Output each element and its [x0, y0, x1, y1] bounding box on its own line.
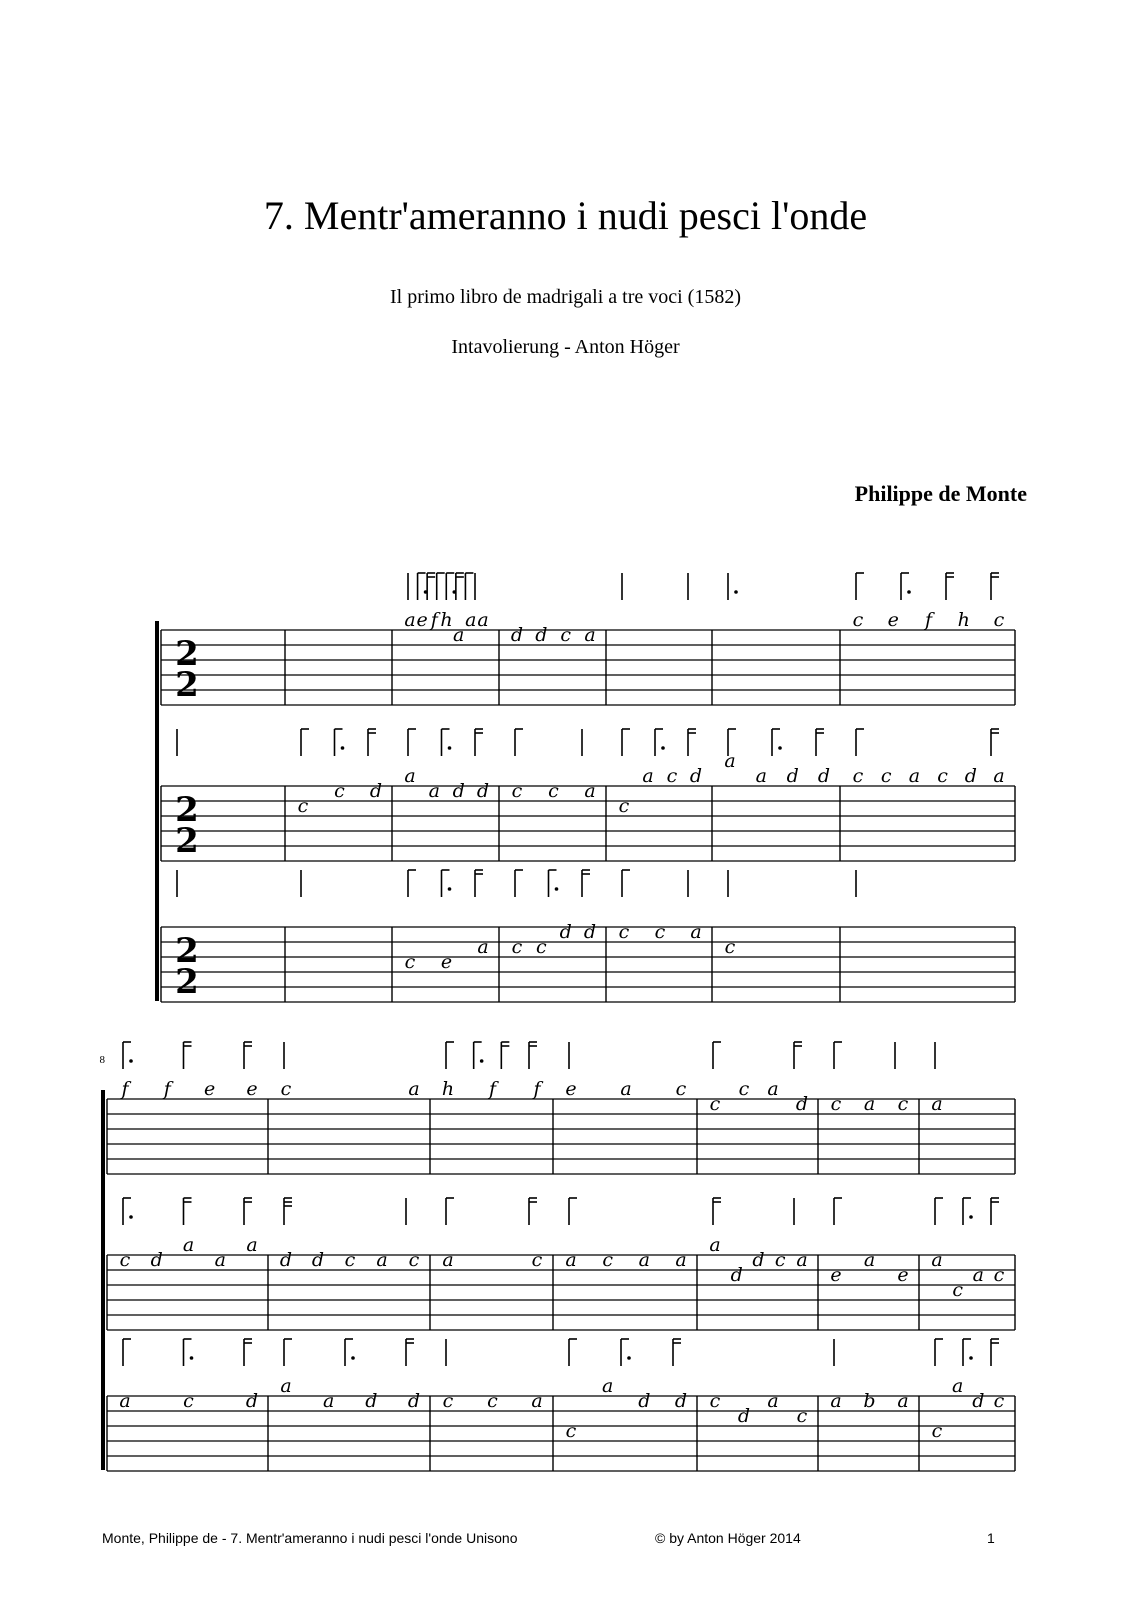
tab-letter: a	[897, 1390, 909, 1412]
composer-name: Philippe de Monte	[854, 481, 1027, 506]
tab-letter: c	[536, 936, 547, 958]
tab-letter: d	[510, 624, 524, 646]
tab-letter: f	[488, 1078, 497, 1100]
tab-letter: c	[334, 780, 345, 802]
tab-letter: a	[931, 1093, 943, 1115]
tab-letter: c	[738, 1078, 750, 1100]
tab-letter: c	[931, 1420, 943, 1442]
tab-letter: c	[618, 921, 630, 943]
tab-letter: c	[511, 936, 523, 958]
tab-letter: c	[709, 1093, 721, 1115]
tab-letter: c	[654, 921, 666, 943]
tab-letter: h	[441, 1078, 455, 1100]
tab-letter: c	[897, 1093, 909, 1115]
tab-letter: a	[602, 1375, 614, 1397]
tab-letter: a	[442, 1249, 454, 1271]
page-number: 1	[987, 1530, 995, 1546]
rhythm-dot	[129, 1059, 133, 1063]
tab-letter: c	[774, 1249, 786, 1271]
tab-letter: c	[183, 1390, 194, 1412]
subtitle: Il primo libro de madrigali a tre voci (1582)	[389, 286, 741, 308]
tab-letter: a	[638, 1249, 650, 1271]
tab-letter: a	[675, 1249, 687, 1271]
tab-letter: d	[795, 1093, 809, 1115]
tab-letter: c	[548, 780, 559, 802]
tab-letter: c	[404, 951, 416, 973]
tab-letter: e	[440, 951, 453, 973]
rhythm-dot	[190, 1356, 194, 1360]
tab-letter: a	[755, 765, 767, 787]
tab-letter: d	[279, 1249, 293, 1271]
tab-letter: e	[246, 1078, 258, 1100]
rhythm-dot	[778, 746, 782, 750]
rhythm-dot	[627, 1356, 631, 1360]
tab-letter: a	[796, 1249, 808, 1271]
tab-letter: f	[121, 1078, 129, 1100]
tab-letter: c	[344, 1249, 356, 1271]
time-signature-denominator: 2	[175, 821, 199, 861]
tab-letter: c	[618, 795, 630, 817]
rhythm-dot	[129, 1215, 133, 1219]
rhythm-dot	[969, 1215, 973, 1219]
tab-letter: c	[531, 1249, 543, 1271]
tab-letter: d	[150, 1249, 163, 1271]
tab-letter: c	[511, 780, 523, 802]
rhythm-dot	[448, 887, 452, 891]
measure-number: 8	[99, 1054, 105, 1066]
rhythm-dot	[555, 887, 559, 891]
tab-letter: c	[830, 1093, 842, 1115]
tab-letter: a	[404, 765, 416, 787]
time-signature-numerator: 2	[175, 790, 199, 830]
tab-letter: c	[442, 1390, 454, 1412]
tab-letter: c	[675, 1078, 687, 1100]
tab-letter: d	[674, 1390, 688, 1412]
tab-letter: f	[163, 1078, 171, 1100]
tab-letter: a	[584, 780, 596, 802]
tab-letter: d	[972, 1390, 985, 1412]
rhythm-dot	[661, 746, 665, 750]
system-bracket	[101, 1090, 105, 1470]
tab-letter: f	[924, 609, 933, 631]
tab-letter: a	[584, 624, 596, 646]
rhythm-dot	[734, 590, 738, 594]
tab-letter: c	[993, 1390, 1005, 1412]
tab-letter: c	[993, 1264, 1005, 1286]
page-title: 7. Mentr'ameranno i nudi pesci l'onde	[263, 193, 868, 238]
tab-letter: d	[245, 1390, 259, 1412]
tab-letter: a	[767, 1390, 779, 1412]
tab-letter: c	[602, 1249, 613, 1271]
tab-letter: e	[897, 1264, 909, 1286]
tab-letter: e	[416, 609, 428, 631]
tab-letter: c	[565, 1420, 577, 1442]
tab-letter: d	[737, 1405, 751, 1427]
tab-letter: c	[993, 609, 1005, 631]
tab-letter: c	[952, 1279, 963, 1301]
tab-letter: a	[863, 1093, 876, 1115]
tab-letter: e	[830, 1264, 842, 1286]
tab-letter: d	[559, 921, 572, 943]
tab-letter: a	[323, 1390, 335, 1412]
tab-letter: c	[297, 795, 309, 817]
tab-letter: a	[404, 609, 416, 631]
rhythm-dot	[480, 1059, 484, 1063]
tab-letter: c	[852, 609, 864, 631]
tab-letter: f	[430, 609, 438, 631]
tab-letter: a	[280, 1375, 292, 1397]
tab-letter: a	[709, 1234, 721, 1256]
time-signature-numerator: 2	[175, 634, 199, 674]
tab-letter: c	[560, 624, 571, 646]
tab-letter: d	[730, 1264, 743, 1286]
footer-copyright: © by Anton Höger 2014	[655, 1530, 801, 1546]
tab-letter: d	[407, 1390, 421, 1412]
time-signature-denominator: 2	[175, 665, 199, 705]
tab-letter: a	[465, 609, 477, 631]
tab-letter: a	[690, 921, 702, 943]
tab-letter: a	[952, 1375, 964, 1397]
tab-letter: d	[365, 1390, 378, 1412]
tab-letter: c	[487, 1390, 498, 1412]
rhythm-dot	[969, 1356, 973, 1360]
tab-letter: a	[565, 1249, 577, 1271]
tab-letter: c	[852, 765, 864, 787]
tab-letter: e	[887, 609, 899, 631]
tab-letter: d	[752, 1249, 765, 1271]
tab-letter: h	[440, 609, 453, 631]
time-signature-numerator: 2	[175, 931, 199, 971]
tab-letter: c	[796, 1405, 808, 1427]
tab-letter: c	[119, 1249, 131, 1271]
tab-letter: a	[724, 750, 736, 772]
tab-letter: d	[535, 624, 548, 646]
tab-letter: a	[428, 780, 440, 802]
tab-letter: d	[964, 765, 977, 787]
tab-letter: a	[931, 1249, 943, 1271]
tab-letter: c	[408, 1249, 420, 1271]
tab-letter: d	[786, 765, 799, 787]
tab-letter: d	[369, 780, 383, 802]
tab-letter: d	[311, 1249, 325, 1271]
tab-letter: c	[880, 765, 892, 787]
arranger-credit: Intavolierung - Anton Höger	[451, 336, 680, 358]
tab-letter: a	[453, 624, 465, 646]
tab-letter: c	[937, 765, 948, 787]
tab-letter: a	[376, 1249, 388, 1271]
tab-letter: d	[638, 1390, 651, 1412]
tab-letter: b	[863, 1390, 876, 1412]
tab-letter: d	[689, 765, 703, 787]
tab-letter: a	[477, 609, 489, 631]
tab-letter: a	[477, 936, 489, 958]
tab-letter: f	[533, 1078, 541, 1100]
tab-letter: d	[817, 765, 831, 787]
tab-letter: a	[182, 1234, 195, 1256]
tab-letter: c	[280, 1078, 292, 1100]
tab-letter: c	[666, 765, 678, 787]
tab-letter: a	[531, 1390, 543, 1412]
tab-letter: a	[620, 1078, 632, 1100]
tab-letter: c	[709, 1390, 721, 1412]
system-bracket	[155, 621, 159, 1001]
time-signature-denominator: 2	[175, 962, 199, 1002]
tab-letter: a	[642, 765, 654, 787]
tab-letter: a	[993, 765, 1005, 787]
rhythm-dot	[341, 746, 345, 750]
tab-letter: e	[204, 1078, 216, 1100]
rhythm-dot	[351, 1356, 355, 1360]
tab-letter: a	[119, 1390, 131, 1412]
tab-letter: a	[214, 1249, 226, 1271]
footer-title: Monte, Philippe de - 7. Mentr'ameranno i nudi pesci l'onde Unisono	[102, 1530, 518, 1546]
rhythm-dot	[448, 746, 452, 750]
tab-letter: a	[908, 765, 921, 787]
tab-letter: a	[972, 1264, 984, 1286]
tab-letter: d	[452, 780, 465, 802]
tab-letter: d	[476, 780, 490, 802]
tab-letter: a	[767, 1078, 779, 1100]
tab-letter: a	[830, 1390, 842, 1412]
tab-letter: h	[957, 609, 970, 631]
tab-letter: a	[408, 1078, 420, 1100]
tab-letter: a	[863, 1249, 876, 1271]
tab-letter: c	[724, 936, 736, 958]
rhythm-dot	[907, 590, 911, 594]
tab-letter: e	[565, 1078, 577, 1100]
tab-letter: d	[583, 921, 597, 943]
tab-letter: a	[246, 1234, 258, 1256]
